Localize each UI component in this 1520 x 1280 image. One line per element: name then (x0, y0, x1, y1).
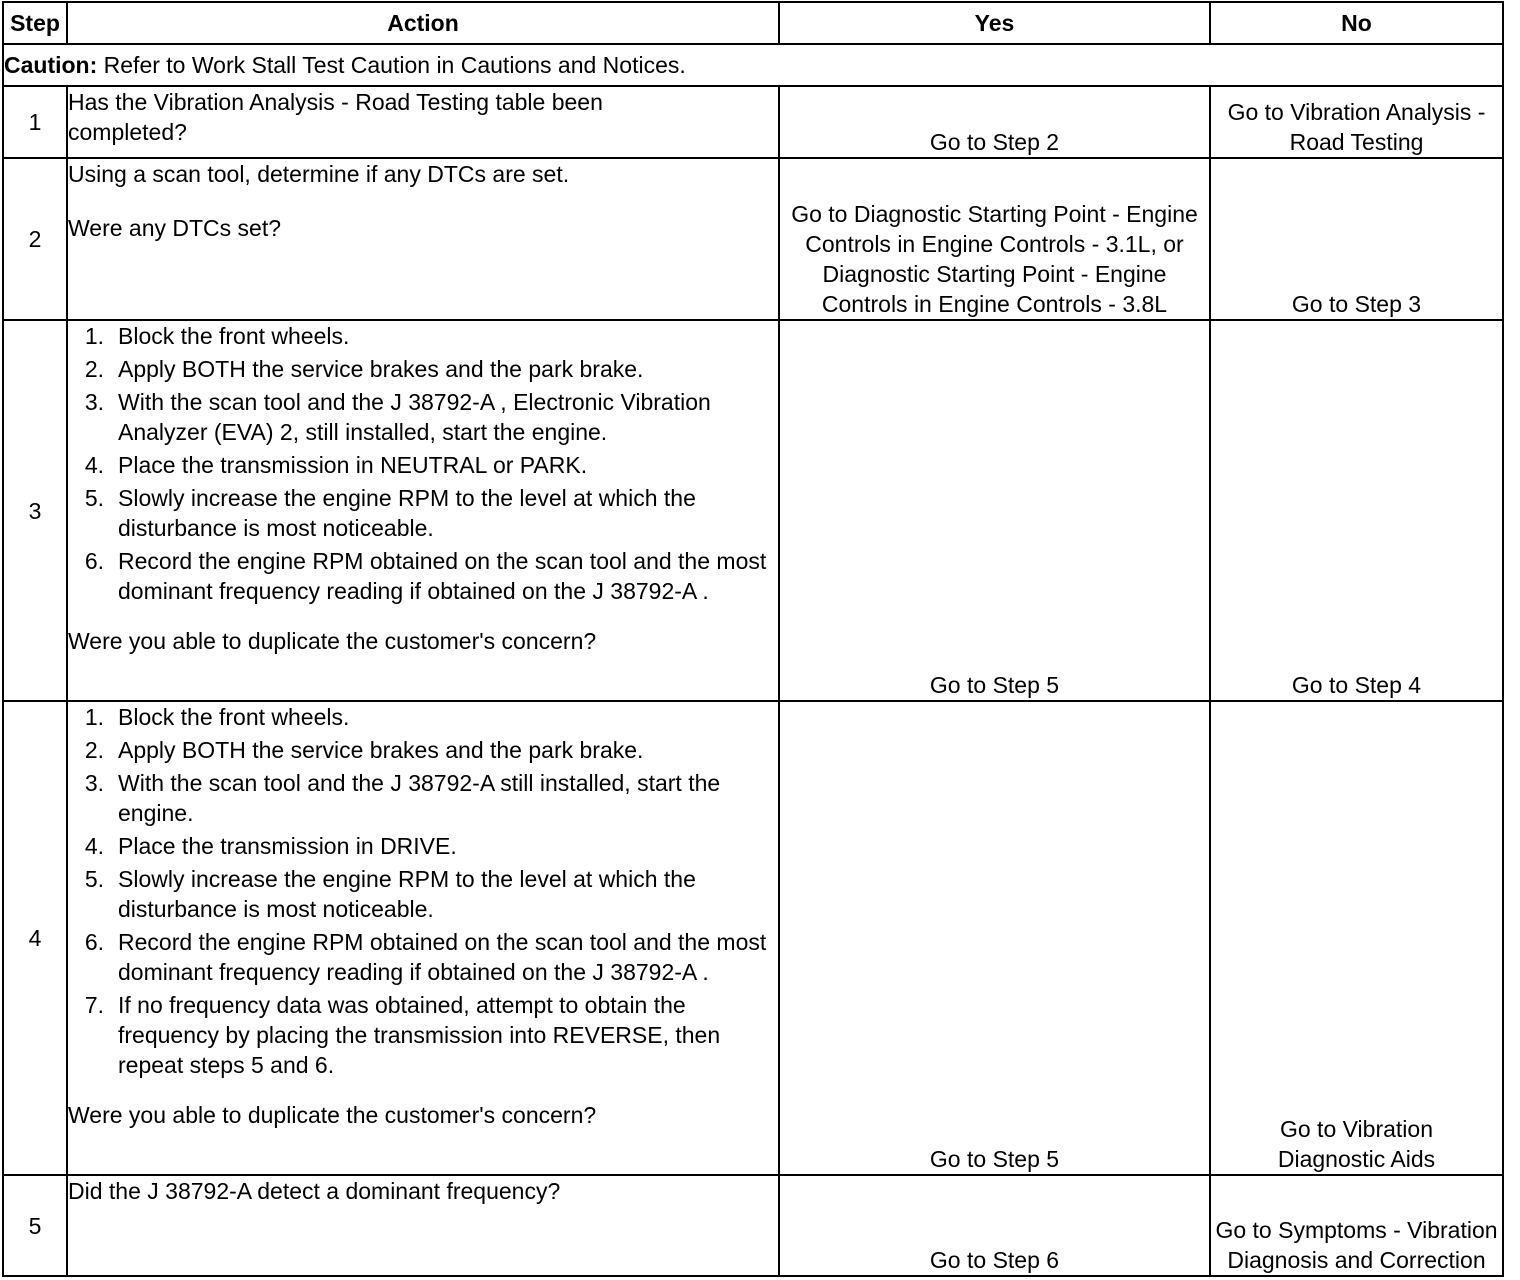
list-item-text: With the scan tool and the J 38792-A , Electronic Vibration Analyzer (EVA) 2, still installed, start the engine. (118, 389, 711, 445)
no-link[interactable]: Go to Vibration Diagnostic Aids (1277, 1116, 1436, 1172)
procedure-list (68, 702, 778, 1080)
list-item (68, 927, 778, 987)
action-question: Were you able to duplicate the customer's concern? (68, 628, 597, 654)
action-question: Were you able to duplicate the customer's concern? (68, 1102, 597, 1128)
list-item-number: 4. (84, 833, 104, 859)
procedure-list (68, 321, 778, 606)
action-question: Were any DTCs set? (68, 215, 282, 241)
header-no: No (1210, 2, 1503, 44)
step-number: 5 (3, 1175, 67, 1276)
yes-cell (779, 320, 1210, 701)
table-row (3, 158, 1503, 320)
no-cell (1210, 320, 1503, 701)
yes-link[interactable]: Go to Step 5 (929, 1146, 1060, 1172)
action-text: Has the Vibration Analysis - Road Testing table been completed? (68, 89, 603, 145)
list-item-text: Block the front wheels. (118, 323, 350, 349)
list-item-number: 6. (84, 548, 104, 574)
list-item (68, 831, 778, 861)
table-row (3, 1175, 1503, 1276)
list-item-number: 6. (84, 929, 104, 955)
caution-cell (3, 44, 1503, 86)
caution-row (3, 44, 1503, 86)
list-item-number: 1. (84, 323, 104, 349)
list-item-text: Place the transmission in NEUTRAL or PARK. (118, 452, 588, 478)
list-item-number: 5. (84, 866, 104, 892)
list-item-number: 1. (84, 704, 104, 730)
no-link[interactable]: Go to Symptoms - Vibration Diagnosis and Correction (1215, 1217, 1498, 1273)
list-item-number: 2. (84, 356, 104, 382)
list-item-number: 7. (84, 992, 104, 1018)
header-row (3, 2, 1503, 44)
header-step: Step (3, 2, 67, 44)
table-row (3, 320, 1503, 701)
yes-cell (779, 158, 1210, 320)
action-cell (67, 86, 779, 158)
no-cell (1210, 701, 1503, 1175)
no-cell (1210, 86, 1503, 158)
no-cell (1210, 1175, 1503, 1276)
action-text: Using a scan tool, determine if any DTCs are set. (68, 161, 570, 187)
action-cell (67, 158, 779, 320)
list-item-number: 2. (84, 737, 104, 763)
caution-text: Refer to Work Stall Test Caution in Cautions and Notices. (97, 52, 686, 78)
list-item-text: Block the front wheels. (118, 704, 350, 730)
list-item (68, 864, 778, 924)
list-item (68, 768, 778, 828)
table-row (3, 86, 1503, 158)
yes-cell (779, 701, 1210, 1175)
header-yes: Yes (779, 2, 1210, 44)
list-item-text: Slowly increase the engine RPM to the level at which the disturbance is most noticeable. (118, 866, 696, 922)
action-cell (67, 1175, 779, 1276)
action-cell (67, 320, 779, 701)
yes-cell (779, 1175, 1210, 1276)
action-text: Did the J 38792-A detect a dominant frequency? (68, 1178, 561, 1204)
header-action: Action (67, 2, 779, 44)
no-link[interactable]: Go to Vibration Analysis - Road Testing (1227, 99, 1486, 155)
list-item (68, 354, 778, 384)
yes-cell (779, 86, 1210, 158)
list-item (68, 735, 778, 765)
no-cell (1210, 158, 1503, 320)
no-link[interactable]: Go to Step 3 (1291, 291, 1422, 317)
list-item-text: Record the engine RPM obtained on the scan tool and the most dominant frequency reading if obtained on the J 38792-A . (118, 929, 767, 985)
yes-link[interactable]: Go to Step 2 (929, 129, 1060, 155)
caution-label: Caution: (4, 52, 98, 78)
list-item-text: With the scan tool and the J 38792-A still installed, start the engine. (118, 770, 721, 826)
list-item-text: Place the transmission in DRIVE. (118, 833, 457, 859)
list-item-number: 5. (84, 485, 104, 511)
list-item-number: 3. (84, 770, 104, 796)
list-item (68, 450, 778, 480)
list-item-text: If no frequency data was obtained, attempt to obtain the frequency by placing the transmission into REVERSE, then repeat steps 5 and 6. (118, 992, 721, 1078)
list-item-number: 3. (84, 389, 104, 415)
list-item-number: 4. (84, 452, 104, 478)
step-number: 4 (3, 701, 67, 1175)
yes-link[interactable]: Go to Diagnostic Starting Point - Engine Controls in Engine Controls - 3.1L, or Diagnostic Starting Point - Engine Controls in Engine Controls - 3.8L (791, 201, 1198, 317)
step-number: 1 (3, 86, 67, 158)
list-item-text: Apply BOTH the service brakes and the park brake. (118, 356, 644, 382)
step-number: 2 (3, 158, 67, 320)
list-item (68, 387, 778, 447)
step-number: 3 (3, 320, 67, 701)
list-item-text: Slowly increase the engine RPM to the level at which the disturbance is most noticeable. (118, 485, 696, 541)
yes-link[interactable]: Go to Step 6 (929, 1247, 1060, 1273)
yes-link[interactable]: Go to Step 5 (929, 672, 1060, 698)
table-row (3, 701, 1503, 1175)
list-item (68, 483, 778, 543)
list-item (68, 990, 778, 1080)
list-item (68, 321, 778, 351)
action-cell (67, 701, 779, 1175)
diagnostic-table (2, 1, 1504, 1277)
no-link[interactable]: Go to Step 4 (1291, 672, 1422, 698)
list-item-text: Apply BOTH the service brakes and the park brake. (118, 737, 644, 763)
list-item (68, 546, 778, 606)
list-item-text: Record the engine RPM obtained on the scan tool and the most dominant frequency reading if obtained on the J 38792-A . (118, 548, 767, 604)
list-item (68, 702, 778, 732)
